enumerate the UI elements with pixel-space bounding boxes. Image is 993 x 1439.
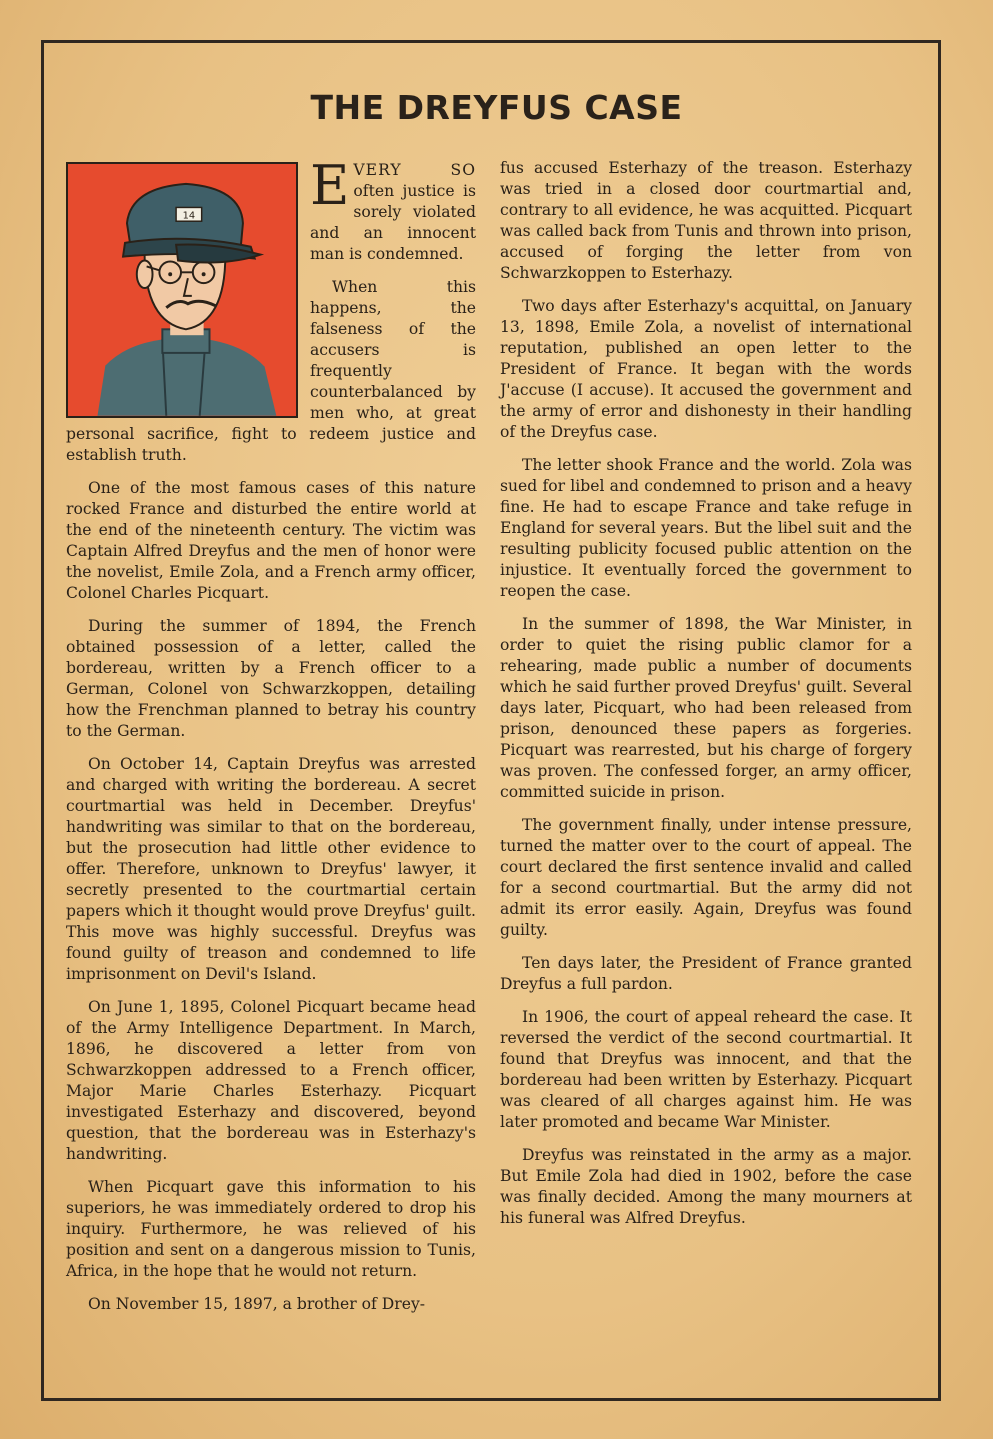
left-column [66,154,476,1327]
left-paragraph: When this happens, the falseness of the accusers is frequently counterbalanced by men who, at great personal sacrifice, fight to redeem justice and establish truth. [66,278,476,464]
right-paragraph: The government finally, under intense pressure, turned the matter over to the court of appeal. The court declared the first sentence invalid and called for a second courtmartial. But the army did not admit its error easily. Again, Dreyfus was found guilty. [500,816,912,939]
cap-badge-number: 14 [182,210,196,222]
left-paragraph: On June 1, 1895, Colonel Picquart became head of the Army Intelligence Department. In March, 1896, he discovered a letter from von Schwarzkoppen addressed to a French officer, Major Marie Charles Esterhazy. Picquart investigated Esterhazy and discovered, beyond question, that the bordereau was in Esterhazy's handwriting. [66,998,476,1163]
right-paragraph: Two days after Esterhazy's acquittal, on January 13, 1898, Emile Zola, a novelist of international reputation, published an open letter to the President of France. It began with the words J'accuse (I accuse). It accused the government and the army of error and dishonesty in their handling of the Dreyfus case. [500,297,912,441]
right-paragraph: In 1906, the court of appeal reheard the case. It reversed the verdict of the second courtmartial. It found that Dreyfus was innocent, and that the bordereau had been written by Esterhazy. Picquart was cleared of all charges against him. He was later promoted and became War Minister. [500,1008,912,1131]
intro-rest: often justice is sorely violated and an innocent man is condemned. [310,182,476,263]
right-column [500,158,912,1241]
left-paragraph: During the summer of 1894, the French obtained possession of a letter, called the bordereau, written by a French officer to a German, Colonel von Schwarzkoppen, detailing how the Frenchman planned to betray his country to the German. [66,617,476,740]
left-paragraph: One of the most famous cases of this nature rocked France and disturbed the entire world at the end of the nineteenth century. The victim was Captain Alfred Dreyfus and the men of honor were the novelist, Emile Zola, and a French army officer, Colonel Charles Picquart. [66,479,476,602]
intro-lead: VERY SO [353,161,476,179]
article-title: THE DREYFUS CASE [310,88,683,127]
right-paragraph: Dreyfus was reinstated in the army as a major. But Emile Zola had died in 1902, before the case was finally decided. Among the many mourners at his funeral was Alfred Dreyfus. [500,1146,912,1227]
dreyfus-portrait [66,162,298,418]
left-paragraph: When Picquart gave this information to his superiors, he was immediately ordered to drop his inquiry. Furthermore, he was relieved of his position and sent on a dangerous mission to Tunis, Africa, in the hope that he would not return. [66,1178,476,1280]
right-paragraph: fus accused Esterhazy of the treason. Esterhazy was tried in a closed door courtmartial and, contrary to all evidence, he was acquitted. Picquart was called back from Tunis and thrown into prison, accused of forging the letter from von Schwarzkoppen to Esterhazy. [500,159,912,282]
right-paragraph: In the summer of 1898, the War Minister, in order to quiet the rising public clamor for a rehearing, made public a number of documents which he said further proved Dreyfus' guilt. Several days later, Picquart, who had been released from prison, denounced these papers as forgeries. Picquart was rearrested, but his charge of forgery was proven. The confessed forger, an army officer, committed suicide in prison. [500,615,912,801]
left-paragraph: On October 14, Captain Dreyfus was arrested and charged with writing the bordereau. A secret courtmartial was held in December. Dreyfus' handwriting was similar to that on the bordereau, but the prosecution had little other evidence to offer. Therefore, unknown to Dreyfus' lawyer, it secretly presented to the courtmartial certain papers which it thought would prove Dreyfus' guilt. This move was highly successful. Dreyfus was found guilty of treason and condemned to life imprisonment on Devil's Island. [66,755,476,983]
right-paragraph: The letter shook France and the world. Zola was sued for libel and condemned to prison and a heavy fine. He had to escape France and take refuge in England for several years. But the libel suit and the resulting publicity focused public attention on the injustice. It eventually forced the government to reopen the case. [500,456,912,600]
portrait-illustration [68,164,296,416]
drop-cap: E [310,154,350,217]
right-paragraph: Ten days later, the President of France granted Dreyfus a full pardon. [500,954,912,993]
left-paragraph: On November 15, 1897, a brother of Drey- [88,1295,426,1313]
